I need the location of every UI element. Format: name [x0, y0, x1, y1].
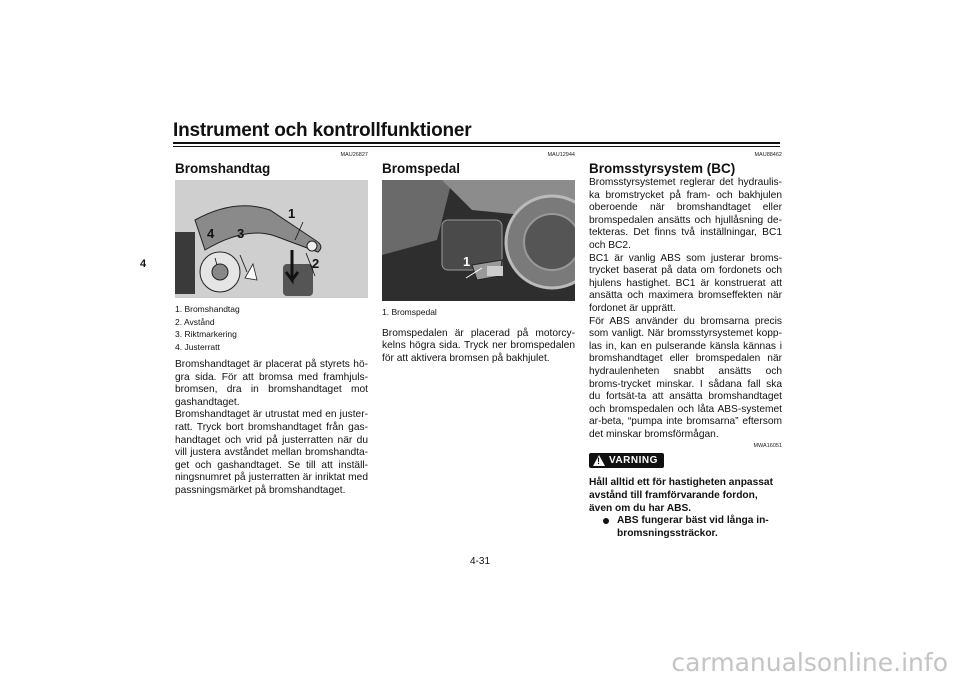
brake-pedal-figure [382, 180, 575, 301]
section-brake-pedal [382, 152, 575, 365]
caption-item: 1. Bromshandtag [175, 304, 240, 314]
section-body [382, 328, 575, 366]
figure-captions [382, 306, 575, 319]
caption-item: 2. Avstånd [175, 316, 215, 327]
section-code: MAU12944 [547, 152, 575, 158]
warning-label: VARNING [609, 455, 658, 467]
warning-bullet [589, 515, 782, 540]
paragraph: Bromshandtaget är placerat på styrets hö-gra sida. För att bromsa med framhjuls-bromsen, dra in bromshandtaget mot gashandtaget. [175, 359, 368, 408]
paragraph: BC1 är vanlig ABS som justerar broms-trycket baserat på data om fordonets och hjulens hastighet. BC1 är konstruerat att ansätta och maximera bromseffekten när fordonet är upprätt. [589, 252, 782, 314]
section-title: Bromspedal [382, 161, 461, 176]
bullet-text: ABS fungerar bäst vid långa in-bromsningssträckor. [617, 515, 769, 539]
section-code: MAU26827 [340, 152, 368, 158]
figure-label-1: 1 [288, 206, 296, 221]
warning-badge [589, 453, 664, 468]
paragraph: Bromshandtaget är utrustat med en juster-ratt. Tryck bort bromshandtaget från gas-handtaget och vrid på justerratten när du vill justera avståndet mellan bromshandta-get och gashandtaget. Se till att inställ-ningsnumret på justerratten är inriktat med passningsmärket på bromshandtaget. [175, 409, 368, 496]
watermark: carmanualsonline.info [671, 648, 948, 677]
section-abs [589, 152, 782, 540]
section-title: Bromsstyrsystem (BC) [589, 161, 736, 176]
section-code: MAU88462 [754, 152, 782, 158]
paragraph: Bromspedalen är placerad på motorcy-kelns högra sida. Tryck ner bromspedalen för att aktivera bromsen på bakhjulet. [382, 327, 575, 364]
caption-item: 1. Bromspedal [382, 307, 437, 317]
figure-captions [175, 303, 368, 353]
figure-label-3: 3 [237, 226, 245, 241]
figure-label-2: 2 [312, 256, 320, 271]
chapter-tab: 4 [139, 258, 147, 270]
brake-pedal-illustration [382, 180, 575, 301]
section-body [175, 359, 368, 498]
section-brake-lever [175, 152, 368, 498]
warning-code: MWA16051 [753, 443, 782, 450]
caption-item: 3. Riktmarkering [175, 329, 237, 339]
section-body [589, 177, 782, 441]
brake-lever-figure [175, 180, 368, 298]
header-rule-thin [173, 146, 780, 147]
page-number: 4-31 [469, 556, 490, 567]
page-title: Instrument och kontrollfunktioner [173, 120, 472, 141]
paragraph: För ABS använder du bromsarna precis som vanligt. När bromsstyrsystemet kopp-las in, kan en pulserande känsla kännas i bromshandtaget eller bromspedalen när hydraulenheten snabbt ansätts och broms-trycket minskar. I sådana fall ska du fortsät-ta att ansätta bromshandtaget och bromspedalen och låta ABS-systemet ar-beta, “pumpa inte bromsarna” eftersom det minskar bromsförmågan. [589, 315, 782, 440]
brake-lever-illustration [175, 180, 368, 298]
section-title: Bromshandtag [175, 161, 271, 176]
caption-item: 4. Justerratt [175, 341, 220, 352]
paragraph: Bromsstyrsystemet reglerar det hydraulis-ka bromstrycket på fram- och bakhjulen oberoende när bromshandtaget eller bromspedalen ansätts och hjullåsning de-tekteras. Det finns två inställningar, BC1 och BC2. [589, 177, 782, 251]
bullet-icon [603, 515, 617, 540]
figure-label-1: 1 [463, 254, 471, 269]
header-rule [173, 142, 780, 144]
warning-text: Håll alltid ett för hastigheten anpassat avstånd till framförvarande fordon, även om du har ABS. [589, 477, 773, 514]
warning-triangle-icon [593, 455, 605, 466]
figure-label-4: 4 [207, 226, 215, 241]
